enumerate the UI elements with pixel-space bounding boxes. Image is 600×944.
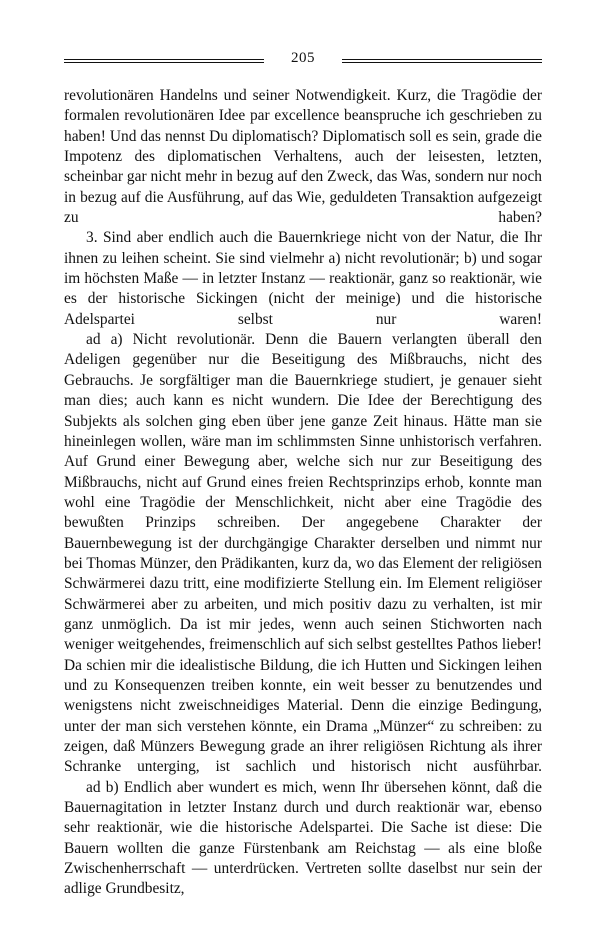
paragraph: revolutionären Handelns und seiner Notwendigkeit. Kurz, die Tragödie der formalen revolutionären Idee par excellence beanspruche ich geschrieben zu haben! Und das nennst Du diplomatisch? Diplomatisch soll es sein, grade die Impotenz des diplomatischen Verhaltens, auch der leisesten, letzten, scheinbar gar nicht mehr in bezug auf den Zweck, das Was, sondern nur noch in bezug auf die Ausführung, auf das Wie, geduldeten Transaktion aufgezeigt zu haben? (64, 87, 542, 227)
page-header (64, 50, 542, 72)
page-number: 205 (291, 50, 315, 66)
paragraph: 3. Sind aber endlich auch die Bauernkriege nicht von der Natur, die Ihr ihnen zu leihen scheint. Sie sind vielmehr a) nicht revolutionär; b) und sogar im höchsten Maße — in letzter Instanz — reaktionär, ganz so reaktionär, wie es der historische Sickingen (nicht der meinige) und die historische Adelspartei selbst nur waren! (64, 229, 542, 328)
header-rule-right (342, 59, 542, 63)
paragraph: ad b) Endlich aber wundert es mich, wenn Ihr übersehen könnt, daß die Bauernagitation in letzter Instanz durch und durch reaktionär war, ebenso sehr reaktionär, wie die historische Adelspartei. Die Sache ist diese: Die Bauern wollten die ganze Fürstenbank am Reichstag — als eine bloße Zwischenherrschaft — unterdrücken. Vertreten sollte daselbst nur sein der adlige Grundbesitz, (64, 778, 542, 898)
page-body (64, 86, 542, 900)
paragraph: ad a) Nicht revolutionär. Denn die Bauern verlangten überall den Adeligen gegenüber nur die Beseitigung des Mißbrauchs, nicht des Gebrauchs. Je sorgfältiger man die Bauernkriege studiert, je genauer sieht man dies; auch kann es nicht wundern. Die Idee der Berechtigung des Subjekts als solchen ging eben über jene ganze Zeit hinaus. Hätte man sie hineinlegen wollen, wäre man im schlimmsten Sinne unhistorisch verfahren. Auf Grund einer Bewegung aber, welche sich nur zur Beseitigung des Mißbrauchs, nicht auf Grund eines freien Rechtsprinzips erhob, konnte man wohl eine Tragödie der Menschlichkeit, nicht aber eine Tragödie des bewußten Prinzips schreiben. Der angegebene Charakter der Bauernbewegung ist der durchgängige Charakter derselben und nimmt nur bei Thomas Münzer, den Prädikanten, kurz da, wo das Element der religiösen Schwärmerei dazu tritt, eine modifizierte Stellung ein. Im Element religiöser Schwärmerei aber zu arbeiten, und mich positiv dazu zu verhalten, ist mir ganz unmöglich. Da ist mir jedes, wenn auch seinen Stichworten nach weniger weitgehendes, freimenschlich auf sich selbst gestelltes Pathos lieber! Da schien mir die idealistische Bildung, die ich Hutten und Sickingen leihen und zu Konsequenzen treiben konnte, ein weit besser zu benutzendes und wenigstens nicht zweischneidiges Material. Denn die einzige Bedingung, unter der man sich verstehen könnte, ein Drama „Münzer“ zu schreiben: zu zeigen, daß Münzers Bewegung grade an ihrer religiösen Richtung als ihrer Schranke unterging, ist sachlich und historisch nicht ausführbar. (64, 331, 542, 776)
